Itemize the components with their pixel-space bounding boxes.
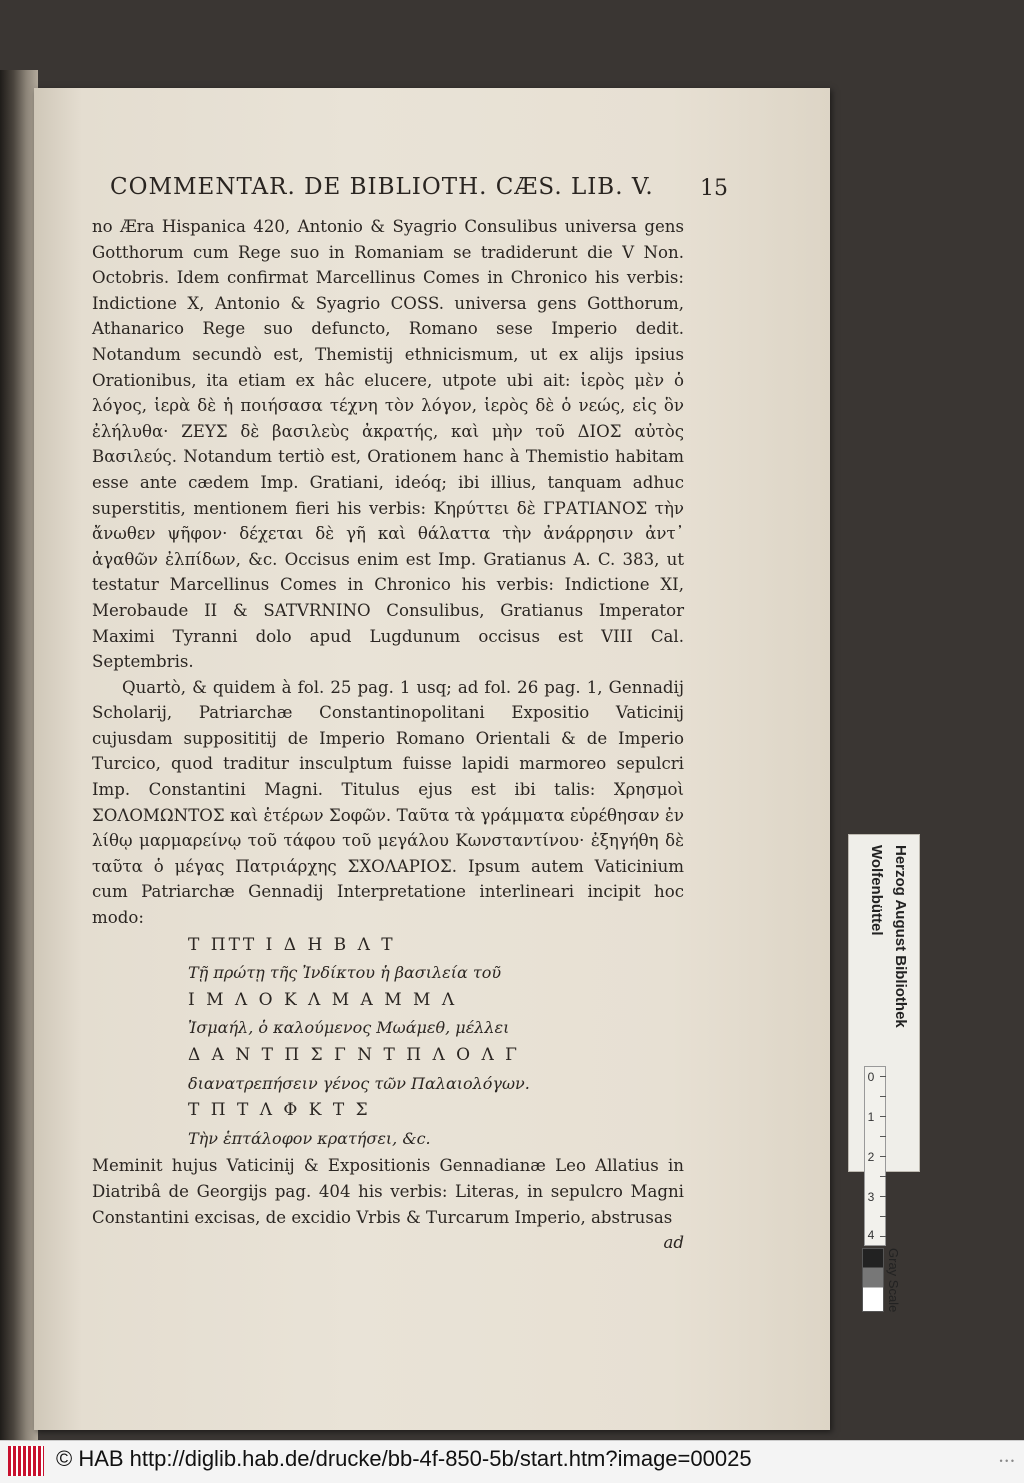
page-body [92,214,684,1256]
library-name: Herzog August Bibliothek [892,845,909,1028]
ruler-number-2: 2 [867,1150,875,1164]
paragraph-1: no Æra Hispanica 420, Antonio & Syagrio Consulibus universa gens Gotthorum cum Rege suo in Romaniam se tradiderunt die V Non. Octobris. Idem confirmat Marcellinus Comes in Chronico his verbis: Indictione X, Antonio & Syagrio COSS. universa gens Gotthorum, Athanarico Rege suo defuncto, Romano sese Imperio dedit. Notandum secundò est, Themistij ethnicismum, ut ex alijs ipsius Orationibus, ita etiam ex hâc elucere, utpote ubi ait: ἱερὸς μὲν ὁ λόγος, ἱερὰ δὲ ἡ ποιήσασα τέχνη τὸν λόγον, ἱερὸς δὲ ὁ νεώς, εἰς ὃν ἐλήλυθα· ΖΕΥΣ δὲ βασιλεὺς ἀκρατής, καὶ μὴν τοῦ ΔΙΟΣ αὐτὸς Βασιλεύς. Notandum tertiò est, Orationem hanc à Themistio habitam esse ante cædem Imp. Gratiani, ideóq; ibi illius, tanquam adhuc superstitis, mentionem fieri his verbis: Κηρύττει δὲ ΓΡΑΤΙΑΝΟΣ τὴν ἄνωθεν ψῆφον· δέχεται δὲ γῆ καὶ θάλαττα τὴν ἀνάρρησιν ἀντ᾽ ἀγαθῶν ἐλπίδων, &c. Occisus enim est Imp. Gratianus A. C. 383, ut testatur Marcellinus Comes in Chronico his verbis: Indictione XI, Merobaude II & SATVRNINO Consulibus, Gratianus Imperator Maximi Tyranni dolo apud Lugdunum occisus est VIII Cal. Septembris. [92,217,684,672]
vaticinium-gloss-3: διανατρεπήσειν γένος τῶν Παλαιολόγων. [188,1073,530,1093]
vaticinium-line-1: Τ ΠΤΤ Ι Δ Η Β Λ Τ [188,934,396,955]
adjacent-page-edge [0,70,38,1440]
paragraph-2: Quartò, & quidem à fol. 25 pag. 1 usq; ad fol. 26 pag. 1, Gennadij Scholarij, Patriarchæ Constantinopolitani Expositio Vaticinij cujusdam supposititij de Imperio Romano Orientali & de Imperio Turcico, quod traditur insculptum fuisse lapidi marmoreo sepulcri Imp. Constantini Magni. Titulus ejus est ibi talis: Χρησμοὶ ΣΟΛΟΜΩΝΤΟΣ καὶ ἑτέρων Σοφῶν. Ταῦτα τὰ γράμματα εὑρέθησαν ἐν λίθῳ μαρμαρείνῳ τοῦ τάφου τοῦ μεγάλου Κωνσταντίνου· ἐξηγήθη δὲ ταῦτα ὁ μέγας Πατριάρχης ΣΧΟΛΑΡΙΟΣ. Ipsum autem Vaticinium cum Patriarchæ Gennadij Interpretatione interlineari incipit hoc modo: [92,677,684,928]
copyright-url[interactable]: © HAB http://diglib.hab.de/drucke/bb-4f-850-5b/start.htm?image=00025 [56,1446,752,1471]
ruler-tick [880,1196,886,1197]
library-label-text [856,845,912,1065]
ruler-tick [880,1176,886,1177]
ruler-tick [880,1076,886,1077]
library-city: Wolfenbüttel [868,845,885,936]
footer-dots: • • • [999,1456,1014,1466]
catchword: ad [663,1233,684,1253]
vaticinium-gloss-1: Τῇ πρώτῃ τῆς Ἰνδίκτου ἡ βασιλεία τοῦ [188,963,502,983]
vaticinium-line-2: Ι Μ Λ Ο Κ Λ Μ Α Μ Μ Λ [188,989,458,1010]
ruler-number-0: 0 [867,1070,875,1084]
gray-scale-swatch [862,1248,884,1312]
vaticinium-line-4: Τ Π Τ Λ Φ Κ Τ Σ [188,1100,371,1121]
ruler-number-4: 4 [867,1228,875,1242]
ruler-tick [880,1156,886,1157]
ruler-tick [880,1096,886,1097]
ruler-number-3: 3 [867,1190,875,1204]
ruler-tick [880,1236,886,1237]
vaticinium-gloss-4: Τὴν ἑπτάλοφον κρατήσει, &c. [188,1128,431,1148]
gray-scale-label: Gray Scale [886,1248,901,1313]
page-number: 15 [700,176,728,201]
vaticinium-line-3: Δ Α Ν Τ Π Σ Γ Ν Τ Π Λ Ο Λ Γ [188,1045,520,1065]
ruler-tick [880,1116,886,1117]
barcode-icon [8,1446,44,1476]
closing-paragraph: Meminit hujus Vaticinij & Expositionis Gennadianæ Leo Allatius in Diatribâ de Georgijs pag. 404 his verbis: Literas, in sepulcro Magni Constantini excisas, de excidio Vrbis & Turcarum Imperio, abstrusas [92,1156,684,1227]
ruler-tick [880,1136,886,1137]
ruler-number-1: 1 [867,1110,875,1124]
running-head: COMMENTAR. DE BIBLIOTH. CÆS. LIB. V. [110,174,654,200]
ruler-tick [880,1216,886,1217]
vaticinium-gloss-2: Ἰσμαήλ, ὁ καλούμενος Μωάμεθ, μέλλει [188,1018,510,1038]
